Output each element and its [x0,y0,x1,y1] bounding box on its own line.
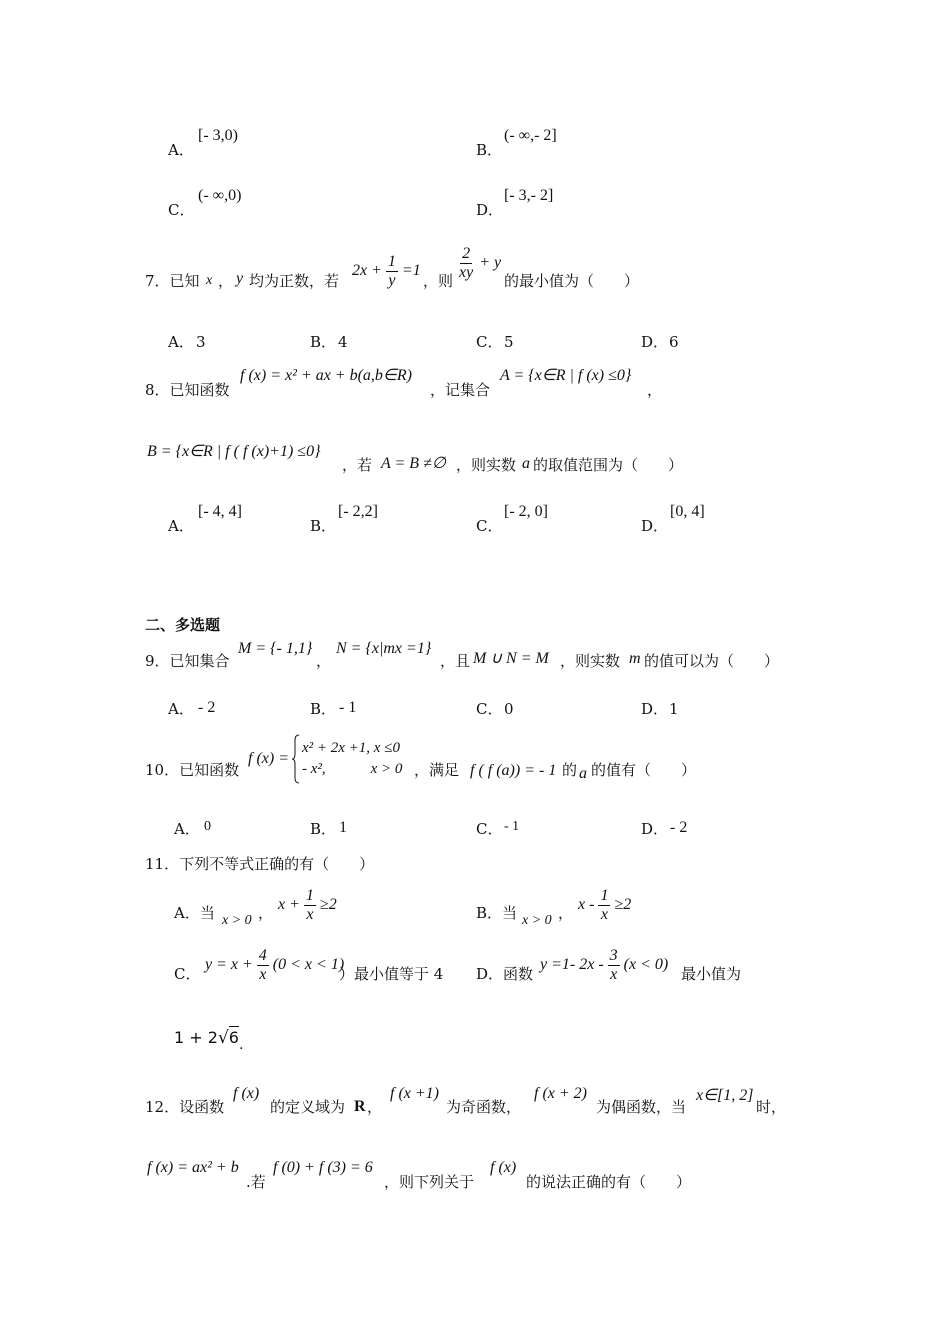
q12-f4: f (x) [490,1159,517,1176]
q12-text-5: 时， [756,1098,787,1116]
q12-text-4: 为偶函数，当 [596,1098,687,1116]
q12-text-1: 的定义域为 [270,1098,346,1116]
q8-condition: A = B ≠∅ [381,455,446,472]
q10-option-a-value: 0 [204,819,211,834]
q10-option-b-value: 1 [339,819,347,836]
q12-equation: f (0) + f (3) = 6 [273,1159,373,1176]
q8-function: f (x) = x² + ax + b(a,b∈R) [240,367,412,384]
q11-option-b-sep: ， [558,904,574,922]
q6-option-a-math: [- 3,0) [198,127,238,144]
q8-var-a: a [522,455,530,472]
q7-var-y: y [236,270,244,287]
q10-text-2: 的 [562,761,578,779]
q11-option-a-sep: ， [258,904,274,922]
q9-option-c-label: C． [476,700,503,718]
q9-set-n: N = {x|mx =1} [336,640,432,657]
q6-option-c-math: (- ∞,0) [198,187,242,204]
q6-option-b-math: (- ∞,- 2] [504,127,557,144]
q9-option-d-label: D． [641,700,669,718]
q10-option-b-label: B． [310,820,337,838]
q11-stem: 11．下列不等式正确的有（ ） [145,855,375,873]
q12-f3: f (x + 2) [534,1085,587,1102]
q10-option-d-label: D． [641,820,669,838]
q7-number: 7．已知 [145,272,200,290]
q9-set-m: M = {- 1,1} [238,640,313,657]
q9-text-1: ， [316,652,332,670]
q7-text-2: ，则 [423,272,454,290]
q7-option-b-label: B． [310,333,337,351]
q7-option-a-label: A． [168,333,194,351]
q8-text-3: ，若 [342,456,373,474]
q8-option-d-label: D． [641,517,669,535]
q11-option-a-label: A．当 [174,904,215,922]
q9-number: 9．已知集合 [145,652,230,670]
q10-piecewise: f (x) = x² + 2x +1, x ≤0 - x², x > 0 [248,734,402,784]
q10-option-c-label: C． [476,820,503,838]
q12-text-6: .若 [246,1173,266,1191]
q9-option-c-value: 0 [504,700,514,718]
q12-definition: f (x) = ax² + b [147,1159,239,1176]
q10-condition: f ( f (a)) = - 1 [470,762,557,779]
q7-option-d-value: 6 [669,333,679,351]
q7-text-1: 均为正数，若 [249,272,340,290]
q12-f1: f (x) [233,1085,260,1102]
q7-option-c-label: C． [476,333,503,351]
q11-option-c-text: ）最小值等于 4 [339,965,444,983]
q10-text-1: ，满足 [414,761,460,779]
q11-option-c-label: C． [174,965,201,983]
q7-condition: 2x + $\frac{1}{y}$ =1 [352,253,421,289]
q7-var-x: x [206,273,213,288]
q10-option-a-label: A． [174,820,200,838]
q10-option-d-value: - 2 [670,819,688,836]
q10-option-c-value: - 1 [504,819,520,834]
q6-option-a-label: A． [168,141,194,159]
q12-text-8: 的说法正确的有（ ） [526,1173,692,1191]
q7-option-c-value: 5 [504,333,514,351]
q9-condition: M ∪ N = M [473,650,549,667]
q9-var-m: m [629,650,641,667]
q7-sep: ， [218,272,234,290]
q10-var-a: a [579,765,587,782]
q6-option-c-label: C． [168,201,195,219]
left-brace-icon [292,734,300,784]
q12-condition: x∈[1, 2] [696,1087,754,1104]
q8-text-2: ， [647,381,663,399]
q12-text-3: 为奇函数， [446,1098,522,1116]
q11-option-d-expr: y =1- 2x - $\frac{3}{x}$ (x < 0) [540,947,669,983]
q7-expression: $\frac{2}{xy}$ + y [459,245,502,281]
q8-option-b-value: [- 2,2] [338,503,378,520]
q11-option-a-cond: x > 0 [222,913,252,928]
q11-option-d-label: D．函数 [476,965,534,983]
q9-option-b-label: B． [310,700,337,718]
q8-option-b-label: B． [310,517,337,535]
q7-option-a-value: 3 [196,333,206,351]
q6-option-d-label: D． [476,201,504,219]
q10-number: 10．已知函数 [145,761,240,779]
q7-option-b-value: 4 [338,333,348,351]
q6-option-b-label: B． [476,141,503,159]
q8-number: 8．已知函数 [145,381,230,399]
q7-option-d-label: D． [641,333,669,351]
q9-text-3: ，则实数 [560,652,621,670]
q11-option-c-expr: y = x + $\frac{4}{x}$ (0 < x < 1) [205,947,345,983]
q8-option-a-value: [- 4, 4] [198,503,242,520]
q6-option-d-math: [- 3,- 2] [504,187,554,204]
q7-text-3: 的最小值为（ ） [504,272,640,290]
q11-option-b-expr: x - $\frac{1}{x}$ ≥2 [578,887,632,923]
q12-text-7: ，则下列关于 [384,1173,475,1191]
q12-number: 12．设函数 [145,1098,225,1116]
q8-option-c-value: [- 2, 0] [504,503,548,520]
q8-set-a: A = {x∈R | f (x) ≤0} [500,367,632,384]
q12-text-2: ， [367,1098,383,1116]
q12-f2: f (x +1) [390,1085,439,1102]
q8-option-d-value: [0, 4] [670,503,705,520]
q11-option-d-text: 最小值为 [681,965,742,983]
q11-option-a-expr: x + $\frac{1}{x}$ ≥2 [278,887,337,923]
q9-option-a-label: A． [168,700,194,718]
q11-option-d-value: 1 + 2√6. [174,1028,244,1053]
q9-text-4: 的值可以为（ ） [644,652,780,670]
q10-text-3: 的值有（ ） [591,761,697,779]
q8-option-c-label: C． [476,517,503,535]
q9-option-b-value: - 1 [339,699,357,716]
q8-text-5: 的取值范围为（ ） [533,456,684,474]
q8-text-1: ，记集合 [430,381,491,399]
q11-option-b-label: B．当 [476,904,518,922]
section-title: 二、多选题 [145,616,221,634]
q12-real-set: R [354,1098,366,1115]
q9-option-a-value: - 2 [198,699,216,716]
q8-option-a-label: A． [168,517,194,535]
q8-set-b: B = {x∈R | f ( f (x)+1) ≤0} [147,443,321,460]
q8-text-4: ，则实数 [456,456,517,474]
q9-option-d-value: 1 [669,700,679,718]
q11-option-b-cond: x > 0 [522,913,552,928]
q9-text-2: ，且 [440,652,471,670]
